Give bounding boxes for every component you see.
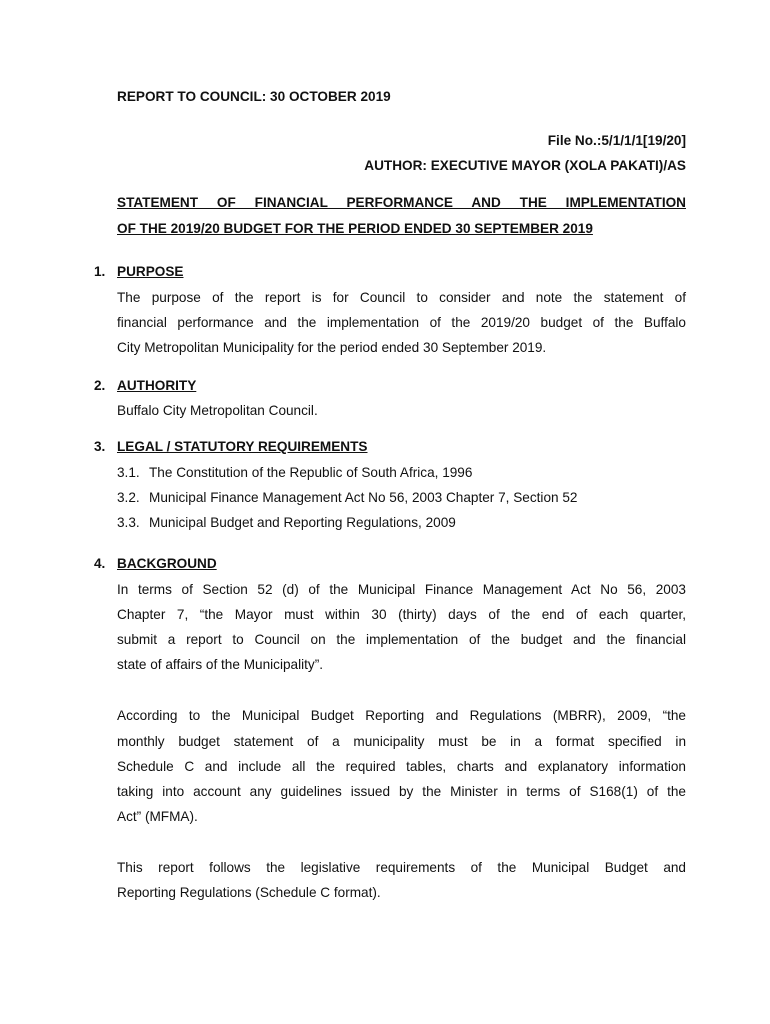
legal-item-number: 3.3. — [117, 515, 140, 530]
background-text-line: Act” (MFMA). — [117, 809, 198, 824]
authority-text: Buffalo City Metropolitan Council. — [117, 403, 318, 418]
legal-item-text: Municipal Budget and Reporting Regulations, 2009 — [149, 515, 456, 530]
background-text-line: Chapter 7, “the Mayor must within 30 (thirty) days of the end of each quarter, — [117, 607, 686, 622]
background-text-line: state of affairs of the Municipality”. — [117, 657, 324, 672]
background-text-line: This report follows the legislative requirements of the Municipal Budget and — [117, 860, 686, 875]
report-title-line-1: STATEMENT OF FINANCIAL PERFORMANCE AND THE IMPLEMENTATION — [117, 195, 686, 210]
purpose-text-line: The purpose of the report is for Council to consider and note the statement of — [117, 290, 686, 305]
report-date-line: REPORT TO COUNCIL: 30 OCTOBER 2019 — [117, 89, 391, 104]
background-text-line: In terms of Section 52 (d) of the Municipal Finance Management Act No 56, 2003 — [117, 582, 686, 597]
section-heading-legal: LEGAL / STATUTORY REQUIREMENTS — [117, 439, 368, 454]
legal-item-number: 3.2. — [117, 490, 140, 505]
section-number: 1. — [94, 264, 106, 279]
legal-item-number: 3.1. — [117, 465, 140, 480]
legal-item-text: Municipal Finance Management Act No 56, 2003 Chapter 7, Section 52 — [149, 490, 578, 505]
background-text-line: Schedule C and include all the required tables, charts and explanatory information — [117, 759, 686, 774]
section-heading-authority: AUTHORITY — [117, 378, 197, 393]
background-text-line: According to the Municipal Budget Reporting and Regulations (MBRR), 2009, “the — [117, 708, 686, 723]
background-text-line: taking into account any guidelines issued by the Minister in terms of S168(1) of the — [117, 784, 686, 799]
legal-item — [117, 490, 577, 506]
section-number: 2. — [94, 378, 106, 393]
background-text-line: monthly budget statement of a municipality must be in a format specified in — [117, 734, 686, 749]
legal-item — [117, 465, 472, 481]
background-text-line: submit a report to Council on the implementation of the budget and the financial — [117, 632, 686, 647]
report-title-line-2: OF THE 2019/20 BUDGET FOR THE PERIOD ENDED 30 SEPTEMBER 2019 — [117, 221, 593, 236]
section-heading-background: BACKGROUND — [117, 556, 217, 571]
author-line: AUTHOR: EXECUTIVE MAYOR (XOLA PAKATI)/AS — [364, 158, 686, 173]
legal-item-text: The Constitution of the Republic of South Africa, 1996 — [149, 465, 473, 480]
section-number: 4. — [94, 556, 106, 571]
section-heading-purpose: PURPOSE — [117, 264, 184, 279]
legal-item — [117, 515, 456, 531]
section-number: 3. — [94, 439, 106, 454]
file-number: File No.:5/1/1/1[19/20] — [547, 133, 686, 148]
purpose-text-line: City Metropolitan Municipality for the period ended 30 September 2019. — [117, 340, 547, 355]
background-text-line: Reporting Regulations (Schedule C format). — [117, 885, 381, 900]
purpose-text-line: financial performance and the implementation of the 2019/20 budget of the Buffalo — [117, 315, 686, 330]
